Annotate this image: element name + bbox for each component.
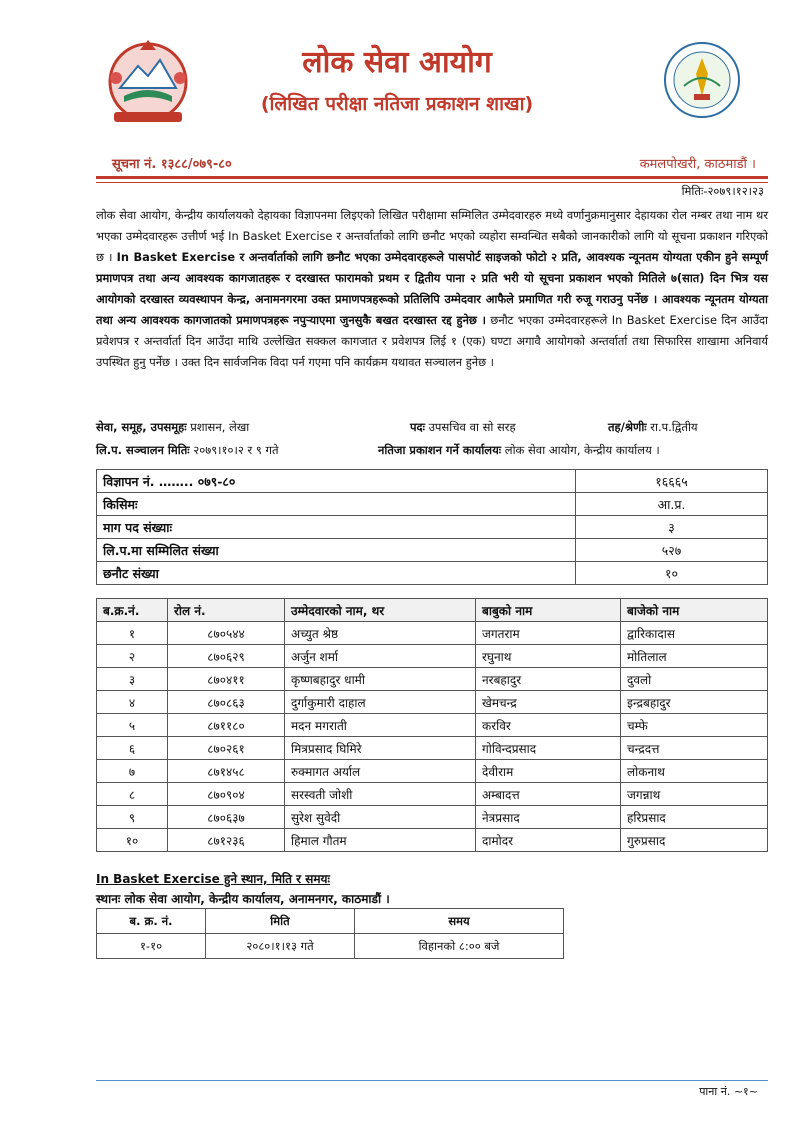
summary-row <box>97 493 768 516</box>
office-value: लोक सेवा आयोग, केन्द्रीय कार्यालय । <box>504 443 660 457</box>
cell-roll: ८७१४५८ <box>168 760 285 783</box>
cell-roll: ८७०६३७ <box>168 806 285 829</box>
page-subtitle: (लिखित परीक्षा नतिजा प्रकाशन शाखा) <box>260 93 534 115</box>
exam-date-label: लि.प. सञ्चालन मितिः <box>96 443 190 457</box>
cell-grandfather: दुवलो <box>621 668 768 691</box>
cell-serial: १० <box>97 829 168 852</box>
table-row <box>97 714 768 737</box>
cell-grandfather: चम्फे <box>621 714 768 737</box>
table-row <box>97 668 768 691</box>
cell-grandfather: लोकनाथ <box>621 760 768 783</box>
cell-serial: ८ <box>97 783 168 806</box>
cell-roll: ८७०४११ <box>168 668 285 691</box>
summary-value: ३ <box>576 516 768 539</box>
table-row <box>97 622 768 645</box>
exercise-schedule-table <box>96 908 564 959</box>
summary-key: किसिमः <box>97 493 576 516</box>
table-header-row <box>97 599 768 622</box>
cell-serial: ५ <box>97 714 168 737</box>
cell-roll: ८७११८० <box>168 714 285 737</box>
office-address: कमलपोखरी, काठमाडौं । <box>639 157 756 172</box>
level-field <box>608 420 698 435</box>
col-date: मिति <box>206 909 355 934</box>
post-label: पदः <box>410 420 425 434</box>
advertisement-summary-table <box>96 469 768 585</box>
col-grandfather: बाजेको नाम <box>621 599 768 622</box>
body-paragraph-3: छनौट भएका उम्मेदवारहरूले In Basket Exercise दिन आउँदा प्रवेशपत्र र अन्तर्वार्ता दिन आउँदा माथि उल्लेखित सक्कल कागजात र प्रवेशपत्र लिई १ (एक) घण्टा अगावै आयोगको अन्तर्वार्ता तथा सिफारिस शाखामा अनिवार्य उपस्थित हुनु पर्नेछ । उक्त दिन सार्वजनिक विदा पर्न गएमा पनि कार्यक्रम यथावत सञ्चालन हुनेछ । <box>96 313 768 369</box>
cell-name: अच्युत श्रेष्ठ <box>285 622 476 645</box>
table-row <box>97 806 768 829</box>
cell-father: करविर <box>476 714 621 737</box>
col-father: बाबुको नाम <box>476 599 621 622</box>
cell-father: जगतराम <box>476 622 621 645</box>
cell-name: हिमाल गौतम <box>285 829 476 852</box>
exercise-venue: स्थानः लोक सेवा आयोग, केन्द्रीय कार्यालय, अनामनगर, काठमाडौं । <box>96 892 390 906</box>
level-label: तह/श्रेणीः <box>608 420 647 434</box>
summary-value: ५२७ <box>576 539 768 562</box>
cell-name: कृष्णबहादुर धामी <box>285 668 476 691</box>
table-header-row <box>97 909 564 934</box>
col-roll: रोल नं. <box>168 599 285 622</box>
cell-father: गोविन्दप्रसाद <box>476 737 621 760</box>
cell-father: अम्बादत्त <box>476 783 621 806</box>
cell-roll: ८७०८६३ <box>168 691 285 714</box>
selected-candidates-table <box>96 598 768 852</box>
cell-father: नेत्रप्रसाद <box>476 806 621 829</box>
exam-date-value: २०७९।१०।२ र ९ गते <box>193 443 279 457</box>
table-row <box>97 783 768 806</box>
office-field <box>378 443 660 458</box>
cell-grandfather: हरिप्रसाद <box>621 806 768 829</box>
cell-serial: ३ <box>97 668 168 691</box>
service-value: प्रशासन, लेखा <box>190 420 250 434</box>
cell-grandfather: चन्द्रदत्त <box>621 737 768 760</box>
table-row <box>97 934 564 959</box>
cell-roll: ८७१२३६ <box>168 829 285 852</box>
col-serial: ब. क्र. नं. <box>97 909 206 934</box>
page-number: पाना नं. ~१~ <box>699 1085 758 1098</box>
exam-date-field <box>96 443 279 458</box>
cell-roll: ८७०६२९ <box>168 645 285 668</box>
cell-father: दामोदर <box>476 829 621 852</box>
schedule-time: विहानको ८:०० बजे <box>355 934 564 959</box>
cell-roll: ८७०५४४ <box>168 622 285 645</box>
cell-father: रघुनाथ <box>476 645 621 668</box>
service-field <box>96 420 249 435</box>
header-divider-thin <box>96 182 768 183</box>
cell-name: रुक्मागत अर्याल <box>285 760 476 783</box>
cell-name: मित्रप्रसाद घिमिरे <box>285 737 476 760</box>
cell-name: मदन मगराती <box>285 714 476 737</box>
table-row <box>97 645 768 668</box>
cell-father: देवीराम <box>476 760 621 783</box>
table-row <box>97 760 768 783</box>
cell-grandfather: मोतिलाल <box>621 645 768 668</box>
footer-divider <box>96 1080 768 1081</box>
table-row <box>97 691 768 714</box>
summary-key: लि.प.मा सम्मिलित संख्या <box>97 539 576 562</box>
cell-grandfather: गुरुप्रसाद <box>621 829 768 852</box>
cell-name: दुर्गाकुमारी दाहाल <box>285 691 476 714</box>
cell-roll: ८७०९०४ <box>168 783 285 806</box>
schedule-serial: १-१० <box>97 934 206 959</box>
cell-serial: १ <box>97 622 168 645</box>
cell-grandfather: द्वारिकादास <box>621 622 768 645</box>
cell-name: सरस्वती जोशी <box>285 783 476 806</box>
body-paragraph-1: लोक सेवा आयोग, केन्द्रीय कार्यालयको देहायका विज्ञापनमा लिइएको लिखित परीक्षामा सम्मिलित उम्मेदवारहरु मध्ये वर्णानुक्रमानुसार देहायका रोल नम्बर तथा नाम थर भएका उम्मेदवारहरू उत्तीर्ण भई In Basket Exercise र अन्तर्वार्ताको लागि छनौट भएको व्यहोरा सम्वन्धित सबैको जानकारीको लागि यो सूचना प्रकाशन गरिएको छ । <box>96 208 768 264</box>
cell-name: अर्जुन शर्मा <box>285 645 476 668</box>
cell-grandfather: जगन्नाथ <box>621 783 768 806</box>
cell-serial: ७ <box>97 760 168 783</box>
col-name: उम्मेदवारको नाम, थर <box>285 599 476 622</box>
cell-father: नरबहादुर <box>476 668 621 691</box>
notice-body <box>96 205 768 373</box>
cell-roll: ८७०२६१ <box>168 737 285 760</box>
summary-key: विज्ञापन नं. …….. ०७९-८० <box>97 470 576 493</box>
summary-row <box>97 539 768 562</box>
summary-row <box>97 562 768 585</box>
cell-name: सुरेश सुवेदी <box>285 806 476 829</box>
summary-key: छनौट संख्या <box>97 562 576 585</box>
cell-serial: ९ <box>97 806 168 829</box>
cell-serial: ६ <box>97 737 168 760</box>
office-label: नतिजा प्रकाशन गर्ने कार्यालयः <box>378 443 502 457</box>
table-row <box>97 737 768 760</box>
header-divider <box>96 176 768 179</box>
summary-key: माग पद संख्याः <box>97 516 576 539</box>
post-value: उपसचिव वा सो सरह <box>428 420 516 434</box>
service-label: सेवा, समूह, उपसमूहः <box>96 420 187 434</box>
cell-serial: २ <box>97 645 168 668</box>
summary-row <box>97 516 768 539</box>
notice-date: मितिः-२०७९।१२।२३ <box>681 184 764 198</box>
summary-value: आ.प्र. <box>576 493 768 516</box>
notice-number: सूचना नं. १३८८/०७९-८० <box>112 157 232 172</box>
col-serial: ब.क्र.नं. <box>97 599 168 622</box>
level-value: रा.प.द्वितीय <box>650 420 698 434</box>
summary-value: १० <box>576 562 768 585</box>
cell-grandfather: इन्द्रबहादुर <box>621 691 768 714</box>
body-paragraph-2: In Basket Exercise र अन्तर्वार्ताको लागि छनौट भएका उम्मेदवारहरूले पासपोर्ट साइजको फोटो २ प्रति, आवश्यक न्यूनतम योग्यता एकीन हुने सम्पूर्ण प्रमाणपत्र तथा अन्य आवश्यक कागजातहरू र दरखास्त फारामको प्रथम र द्वितीय पाना २ प्रति भरी यो सूचना प्रकाशन भएको मितिले ७(सात) दिन भित्र यस आयोगको दरखास्त व्यवस्थापन केन्द्र, अनामनगरमा उक्त प्रमाणपत्रहरूको प्रतिलिपि उम्मेदवार आफैले प्रमाणित गरी रुजू गराउनु पर्नेछ । आवश्यक न्यूनतम योग्यता तथा अन्य आवश्यक कागजातको प्रमाणपत्रहरू नपुऱ्याएमा जुनसुकै बखत दरखास्त रद्द हुनेछ । <box>96 250 768 327</box>
table-row <box>97 829 768 852</box>
schedule-date: २०८०।१।१३ गते <box>206 934 355 959</box>
exercise-heading: In Basket Exercise हुने स्थान, मिति र समयः <box>96 872 330 886</box>
page-title: लोक सेवा आयोग <box>302 45 492 80</box>
summary-value: १६६६५ <box>576 470 768 493</box>
summary-row <box>97 470 768 493</box>
col-time: समय <box>355 909 564 934</box>
cell-serial: ४ <box>97 691 168 714</box>
cell-father: खेमचन्द्र <box>476 691 621 714</box>
post-field <box>410 420 516 435</box>
